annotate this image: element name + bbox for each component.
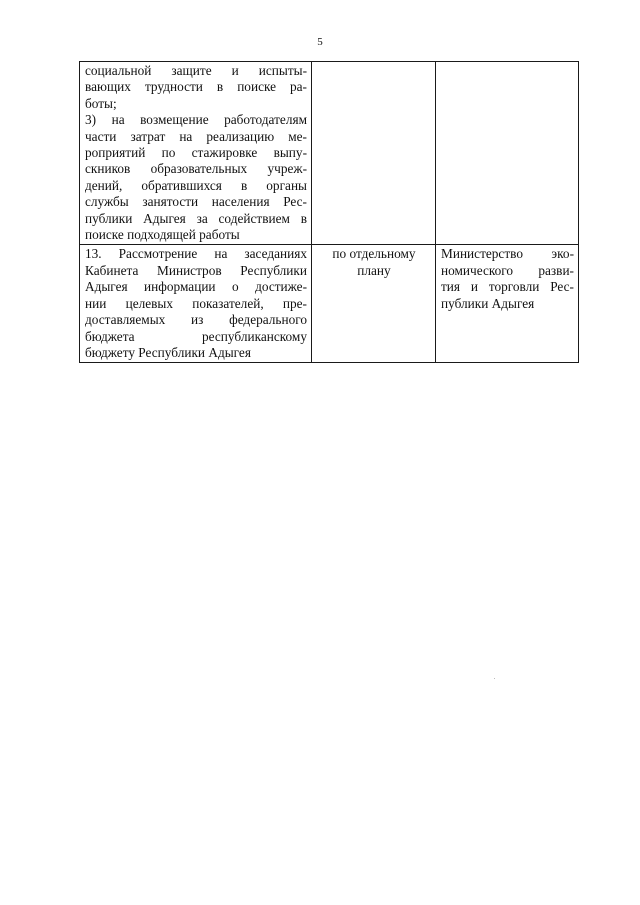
cell-text-line: по отдельному [332,246,416,262]
cell-text-line: скников образовательных учреж- [85,161,307,177]
cell-text-line: бюджета республиканскому [85,328,307,344]
cell-text-line: поиске подходящей работы [85,227,240,243]
cell-text-line: боты; [85,95,117,111]
cell-text-line: службы занятости населения Рес- [85,194,307,210]
plan-table [79,61,579,363]
table-cell-activity [80,62,312,245]
cell-text-line: 3) на возмещение работодателям [85,112,307,128]
table-cell-deadline [312,62,436,245]
cell-text-line: роприятий по стажировке выпу- [85,145,307,161]
cell-text-line: Адыгея информации о достиже- [85,279,307,295]
cell-text-line: Министерство эко- [441,246,574,262]
table-cell-activity [80,245,312,363]
cell-text-line: тия и торговли Рес- [441,279,574,295]
cell-text-line: публики Адыгея за содействием в [85,210,307,226]
cell-text-line: номического разви- [441,262,574,278]
cell-text-line: вающих трудности в поиске ра- [85,79,307,95]
cell-text-line: 13. Рассмотрение на заседаниях [85,246,307,262]
cell-text-line: плану [357,262,391,278]
table-cell-deadline [312,245,436,363]
cell-text-line: нии целевых показателей, пре- [85,295,307,311]
table-cell-responsible [436,245,579,363]
table-row [80,62,579,245]
cell-text-line: доставляемых из федерального [85,312,307,328]
table-row [80,245,579,363]
cell-text-line: бюджету Республики Адыгея [85,344,251,360]
page-number: 5 [317,36,323,48]
cell-text-line: Кабинета Министров Республики [85,262,307,278]
scan-speck [494,678,495,679]
cell-text-line: части затрат на реализацию ме- [85,128,307,144]
cell-text-line: дений, обратившихся в органы [85,177,307,193]
cell-text-line: публики Адыгея [441,295,535,311]
cell-text-line: социальной защите и испыты- [85,63,307,78]
table-cell-responsible [436,62,579,245]
